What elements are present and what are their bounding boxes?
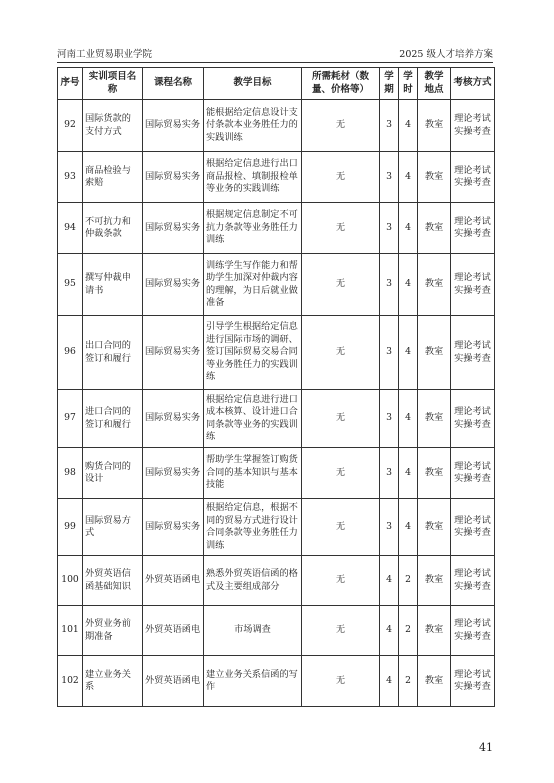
table-row	[58, 203, 495, 254]
teaching-goal: 能根据给定信息设计支付条款本业务胜任力的实践训练	[204, 100, 302, 152]
project-name: 购货合同的设计	[83, 448, 143, 499]
consumables: 无	[302, 499, 380, 556]
project-name: 不可抗力和仲裁条款	[83, 203, 143, 254]
term: 3	[380, 316, 399, 390]
course-name: 国际贸易实务	[143, 448, 204, 499]
hours: 2	[399, 556, 418, 606]
consumables: 无	[302, 203, 380, 254]
teaching-goal: 帮助学生掌握签订购货合同的基本知识与基本技能	[204, 448, 302, 499]
course-name: 国际贸易实务	[143, 152, 204, 203]
teaching-goal: 引导学生根据给定信息进行国际市场的调研、签订国际贸易交易合同等业务胜任力的实践训练	[204, 316, 302, 390]
consumables: 无	[302, 254, 380, 316]
project-name: 国际贸易方式	[83, 499, 143, 556]
teaching-goal: 根据给定信息进行出口商品报检、填制报检单等业务的实践训练	[204, 152, 302, 203]
term: 4	[380, 656, 399, 707]
teaching-goal: 市场调查	[204, 606, 302, 656]
hours: 4	[399, 448, 418, 499]
assessment-method: 理论考试实操考查	[451, 152, 495, 203]
assessment-method: 理论考试实操考查	[451, 203, 495, 254]
row-number: 93	[58, 152, 83, 203]
assessment-method: 理论考试实操考查	[451, 499, 495, 556]
term: 3	[380, 499, 399, 556]
col-header-hours: 学时	[399, 68, 418, 100]
row-number: 100	[58, 556, 83, 606]
course-name: 国际贸易实务	[143, 254, 204, 316]
location: 教室	[418, 556, 451, 606]
table-row	[58, 448, 495, 499]
row-number: 101	[58, 606, 83, 656]
assessment-method: 理论考试实操考查	[451, 556, 495, 606]
teaching-goal: 熟悉外贸英语信函的格式及主要组成部分	[204, 556, 302, 606]
teaching-goal: 根据给定信息，根据不同的贸易方式进行设计合同条款等业务胜任力训练	[204, 499, 302, 556]
assessment-method: 理论考试实操考查	[451, 316, 495, 390]
project-name: 国际货款的支付方式	[83, 100, 143, 152]
col-header-consumables: 所需耗材（数量、价格等）	[302, 68, 380, 100]
term: 3	[380, 152, 399, 203]
location: 教室	[418, 203, 451, 254]
location: 教室	[418, 499, 451, 556]
table-row	[58, 556, 495, 606]
col-header-assessment: 考核方式	[451, 68, 495, 100]
location: 教室	[418, 152, 451, 203]
term: 3	[380, 254, 399, 316]
assessment-method: 理论考试实操考查	[451, 606, 495, 656]
col-header-goal: 教学目标	[204, 68, 302, 100]
term: 4	[380, 606, 399, 656]
col-header-project: 实训项目名称	[83, 68, 143, 100]
course-name: 外贸英语函电	[143, 606, 204, 656]
consumables: 无	[302, 606, 380, 656]
course-name: 外贸英语函电	[143, 656, 204, 707]
term: 3	[380, 203, 399, 254]
consumables: 无	[302, 390, 380, 448]
term: 4	[380, 556, 399, 606]
page-header	[57, 44, 493, 63]
table-row	[58, 316, 495, 390]
school-name: 河南工业贸易职业学院	[57, 49, 153, 60]
project-name: 撰写仲裁申请书	[83, 254, 143, 316]
program-name: 2025 级人才培养方案	[399, 49, 493, 60]
table-row	[58, 656, 495, 707]
table-row	[58, 152, 495, 203]
training-table	[57, 67, 495, 707]
table-row	[58, 606, 495, 656]
table-header-row	[58, 68, 495, 100]
location: 教室	[418, 448, 451, 499]
hours: 2	[399, 656, 418, 707]
row-number: 99	[58, 499, 83, 556]
table-row	[58, 390, 495, 448]
col-header-term: 学期	[380, 68, 399, 100]
consumables: 无	[302, 656, 380, 707]
table-row	[58, 499, 495, 556]
assessment-method: 理论考试实操考查	[451, 390, 495, 448]
project-name: 建立业务关系	[83, 656, 143, 707]
course-name: 国际贸易实务	[143, 100, 204, 152]
term: 3	[380, 100, 399, 152]
course-name: 国际贸易实务	[143, 390, 204, 448]
term: 3	[380, 448, 399, 499]
row-number: 96	[58, 316, 83, 390]
col-header-location: 教学地点	[418, 68, 451, 100]
table-row	[58, 100, 495, 152]
row-number: 97	[58, 390, 83, 448]
hours: 4	[399, 390, 418, 448]
teaching-goal: 根据规定信息制定不可抗力条款等业务胜任力训练	[204, 203, 302, 254]
project-name: 出口合同的签订和履行	[83, 316, 143, 390]
teaching-goal: 训练学生写作能力和帮助学生加深对仲裁内容的理解，为日后就业做准备	[204, 254, 302, 316]
course-name: 国际贸易实务	[143, 203, 204, 254]
assessment-method: 理论考试实操考查	[451, 100, 495, 152]
hours: 4	[399, 316, 418, 390]
consumables: 无	[302, 316, 380, 390]
course-name: 外贸英语函电	[143, 556, 204, 606]
row-number: 92	[58, 100, 83, 152]
location: 教室	[418, 316, 451, 390]
table-row	[58, 254, 495, 316]
col-header-no: 序号	[58, 68, 83, 100]
term: 3	[380, 390, 399, 448]
page-number: 41	[479, 741, 493, 754]
location: 教室	[418, 100, 451, 152]
location: 教室	[418, 254, 451, 316]
location: 教室	[418, 656, 451, 707]
row-number: 102	[58, 656, 83, 707]
consumables: 无	[302, 448, 380, 499]
project-name: 外贸英语信函基础知识	[83, 556, 143, 606]
consumables: 无	[302, 100, 380, 152]
hours: 2	[399, 606, 418, 656]
hours: 4	[399, 254, 418, 316]
consumables: 无	[302, 556, 380, 606]
assessment-method: 理论考试实操考查	[451, 254, 495, 316]
teaching-goal: 建立业务关系信函的写作	[204, 656, 302, 707]
hours: 4	[399, 100, 418, 152]
hours: 4	[399, 152, 418, 203]
col-header-course: 课程名称	[143, 68, 204, 100]
row-number: 95	[58, 254, 83, 316]
assessment-method: 理论考试实操考查	[451, 656, 495, 707]
assessment-method: 理论考试实操考查	[451, 448, 495, 499]
course-name: 国际贸易实务	[143, 499, 204, 556]
teaching-goal: 根据给定信息进行进口成本核算、设计进口合同条款等业务的实践训练	[204, 390, 302, 448]
location: 教室	[418, 606, 451, 656]
row-number: 94	[58, 203, 83, 254]
row-number: 98	[58, 448, 83, 499]
hours: 4	[399, 203, 418, 254]
project-name: 商品检验与索赔	[83, 152, 143, 203]
course-name: 国际贸易实务	[143, 316, 204, 390]
consumables: 无	[302, 152, 380, 203]
location: 教室	[418, 390, 451, 448]
project-name: 外贸业务前期准备	[83, 606, 143, 656]
project-name: 进口合同的签订和履行	[83, 390, 143, 448]
hours: 4	[399, 499, 418, 556]
